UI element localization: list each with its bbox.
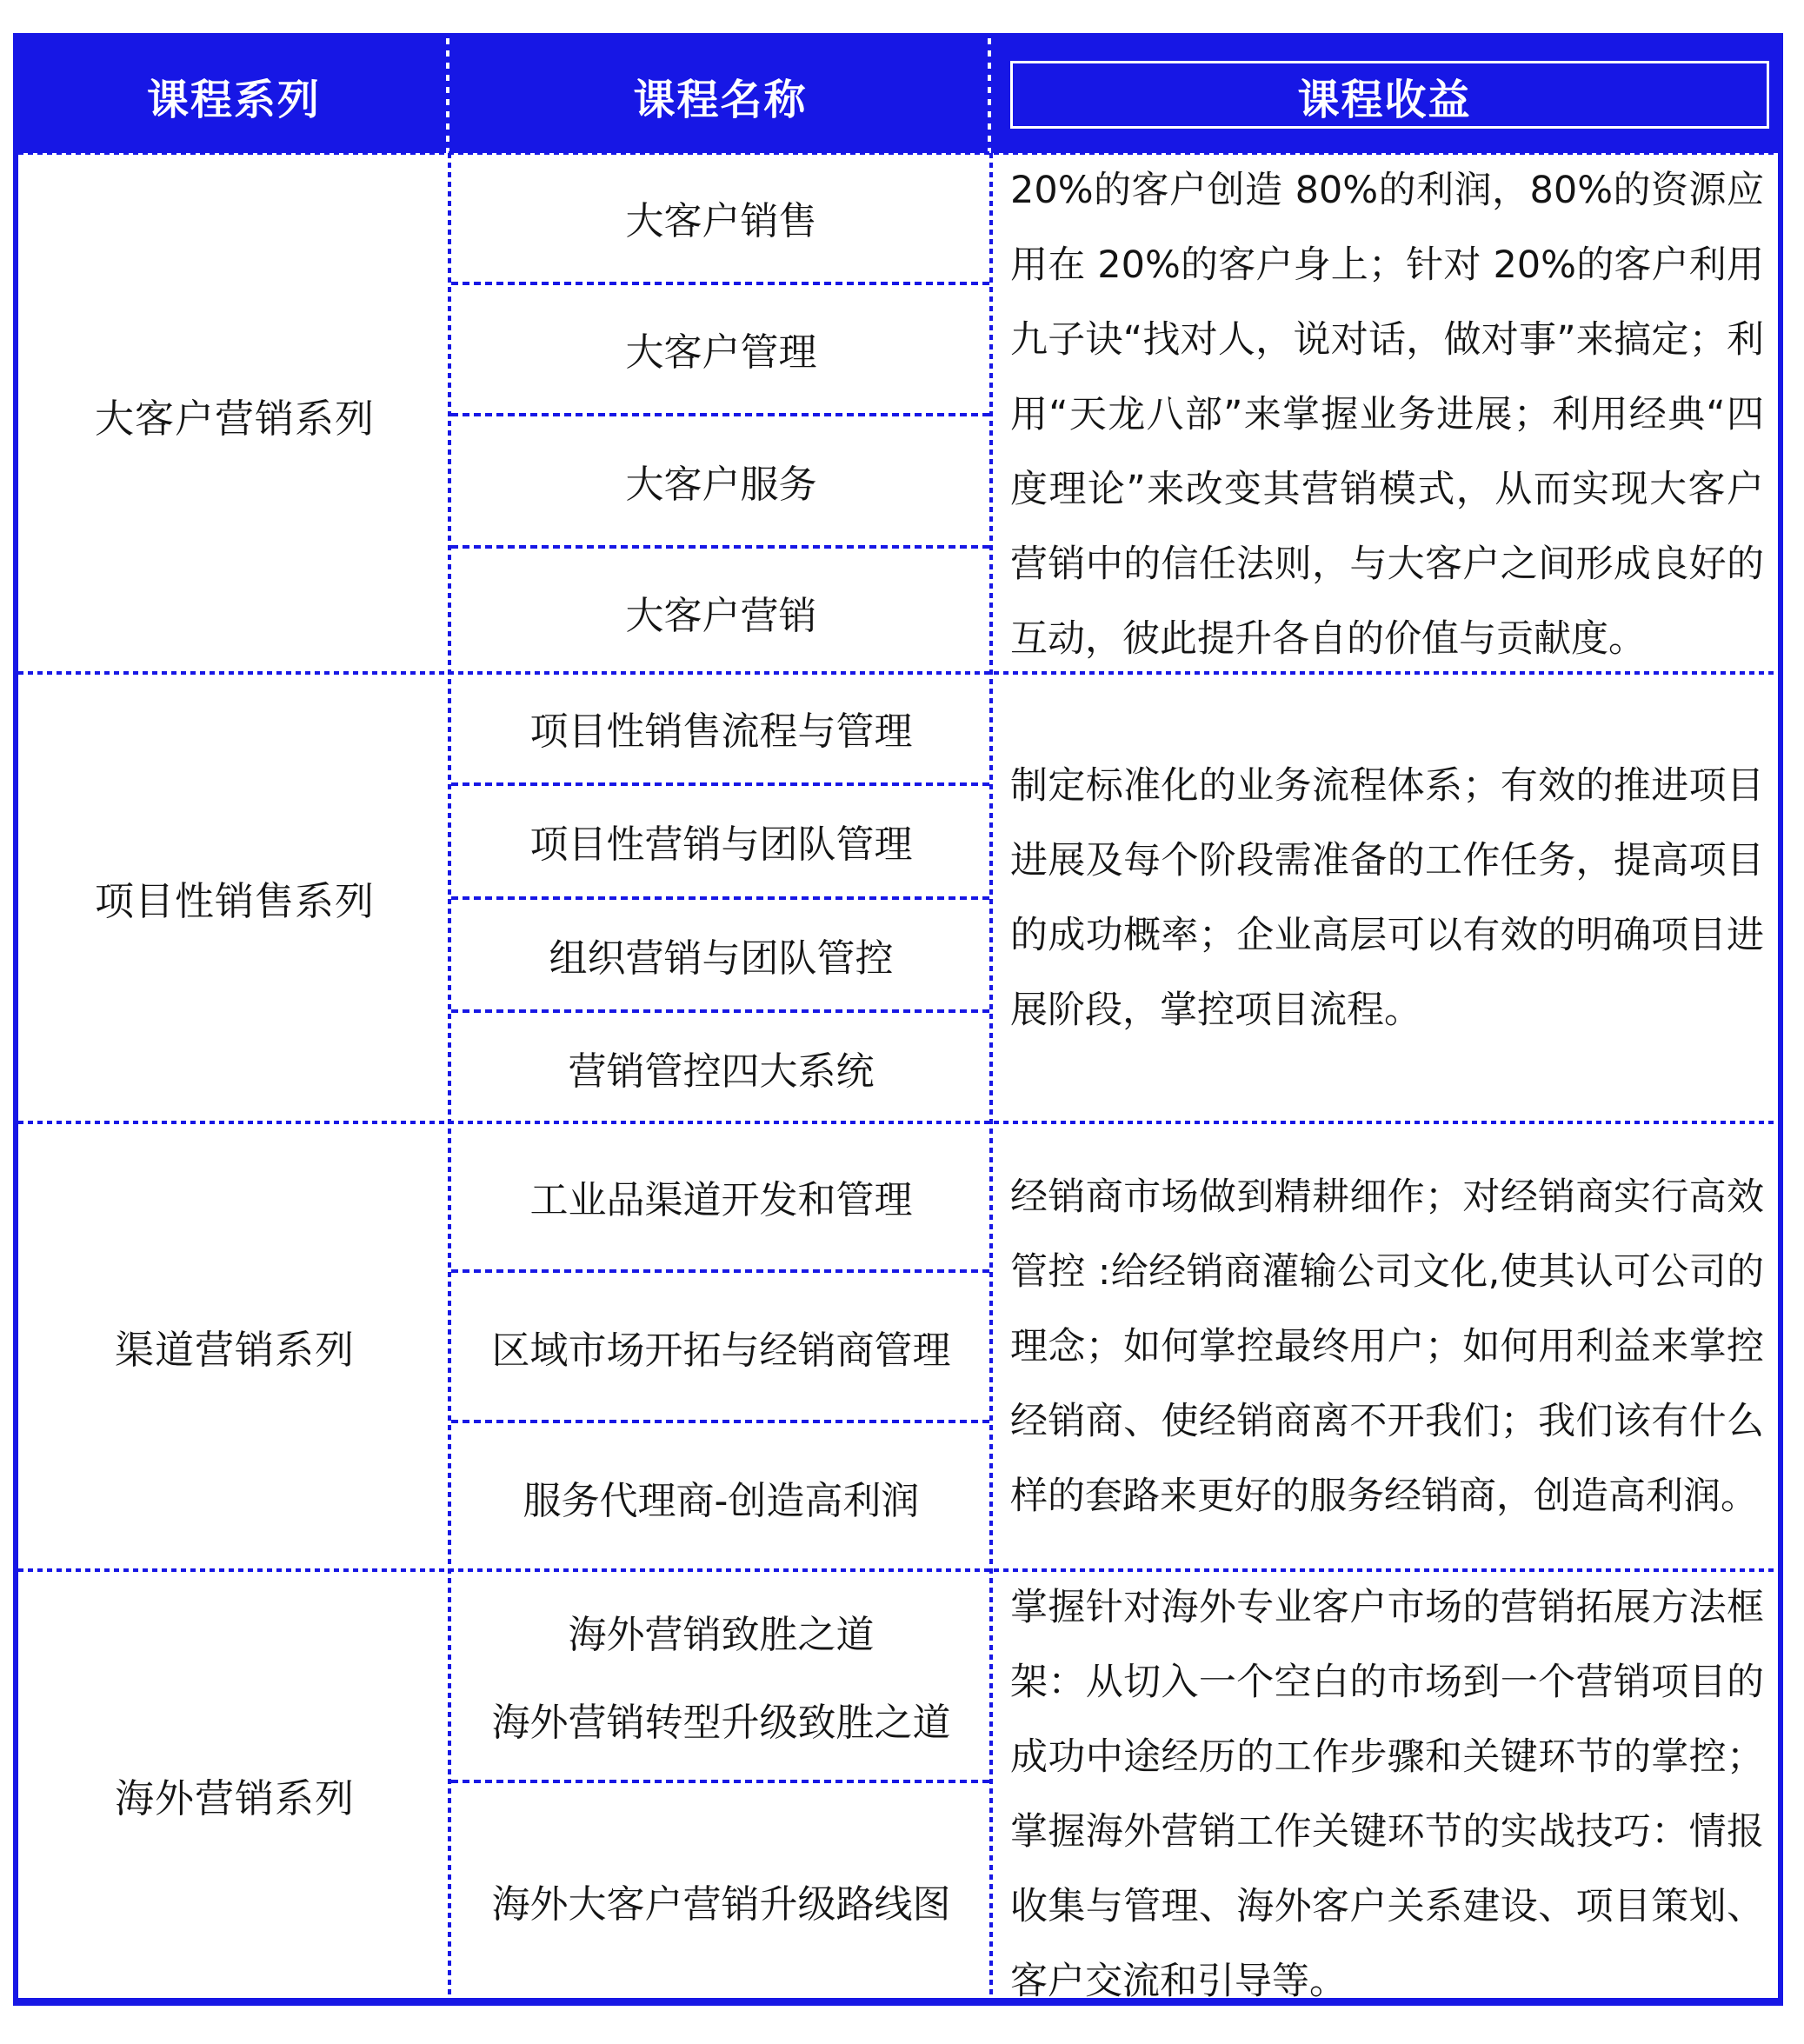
series-label: 项目性销售系列 xyxy=(94,878,375,924)
table-header-row xyxy=(18,38,1778,153)
course-cell xyxy=(451,786,991,895)
section-top-divider xyxy=(18,1568,1778,1572)
header-label-series: 课程系列 xyxy=(146,75,321,124)
section-top-divider xyxy=(18,671,1778,675)
course-name: 大客户营销 xyxy=(625,594,817,639)
benefit-text: 20%的客户创造 80%的利润，80%的资源应用在 20%的客户身上；针对 20%的客户利用九子诀“找对人，说对话，做对事”来搞定；利用“天龙八部”来掌握业务进展；利用经典“四度理论”来改变其营销模式，从而实现大客户营销中的信任法则，与大客户之间形成良好的互动，彼此提升各自的价值与贡献度。 xyxy=(1010,169,1764,661)
benefit-text: 经销商市场做到精耕细作；对经销商实行高效管控 :给经销商灌输公司文化,使其认可公司的理念；如何掌控最终用户；如何用利益来掌控经销商、使经销商离不开我们；我们该有什么样的套路来更好的服务经销商，创造高利润。 xyxy=(1010,1175,1764,1518)
course-cell xyxy=(451,900,991,1009)
course-name: 大客户管理 xyxy=(625,330,817,376)
course-name: 营销管控四大系统 xyxy=(568,1049,875,1094)
benefit-text: 制定标准化的业务流程体系；有效的推进项目进展及每个阶段需准备的工作任务，提高项目的成功概率；企业高层可以有效的明确项目进展阶段，掌控项目流程。 xyxy=(1010,763,1764,1032)
course-cell xyxy=(451,1013,991,1122)
course-name: 区域市场开拓与经销商管理 xyxy=(491,1328,951,1373)
benefit-cell xyxy=(991,1570,1778,2019)
series-cell xyxy=(18,673,451,1122)
benefit-text: 掌握针对海外专业客户市场的营销拓展方法框架：从切入一个空白的市场到一个营销项目的成功中途经历的工作步骤和关键环节的掌控；掌握海外营销工作关键环节的实战技巧：情报收集与管理、海外客户关系建设、项目策划、客户交流和引导等。 xyxy=(1010,1586,1764,2003)
course-cell xyxy=(451,1783,991,2019)
course-cell xyxy=(451,1570,991,1780)
course-name: 海外大客户营销升级路线图 xyxy=(491,1882,951,1927)
course-cell xyxy=(451,416,991,545)
benefit-cell xyxy=(991,1122,1778,1570)
section-top-divider xyxy=(18,151,1778,155)
section-top-divider xyxy=(18,1121,1778,1124)
course-cell xyxy=(451,1273,991,1420)
course-name: 工业品渠道开发和管理 xyxy=(529,1177,913,1222)
benefit-cell xyxy=(991,153,1778,676)
header-label-benefit: 课程收益 xyxy=(1297,75,1472,124)
course-name: 服务代理商-创造高利润 xyxy=(523,1478,920,1523)
column-divider-2 xyxy=(989,153,993,1995)
course-cell xyxy=(451,549,991,677)
series-cell xyxy=(18,153,451,676)
course-name: 项目性销售流程与管理 xyxy=(529,709,913,755)
series-label: 海外营销系列 xyxy=(114,1774,355,1821)
courses-cell xyxy=(451,673,991,1122)
header-cell-series xyxy=(18,38,449,153)
series-label: 大客户营销系列 xyxy=(94,395,375,442)
course-cell xyxy=(451,1423,991,1570)
table-body xyxy=(18,153,1778,2003)
courses-cell xyxy=(451,1570,991,2019)
section-overseas-marketing xyxy=(18,1570,1778,2003)
course-name: 大客户销售 xyxy=(625,198,817,243)
series-label: 渠道营销系列 xyxy=(114,1327,355,1373)
course-name: 海外营销转型升级致胜之道 xyxy=(491,1701,951,1746)
benefit-cell xyxy=(991,673,1778,1122)
header-label-course-name: 课程名称 xyxy=(633,75,808,124)
header-cell-course-name xyxy=(449,38,991,153)
course-name: 项目性营销与团队管理 xyxy=(529,822,913,868)
courses-cell xyxy=(451,1122,991,1570)
section-key-account xyxy=(18,153,1778,673)
series-cell xyxy=(18,1122,451,1570)
benefit-header-inner-border xyxy=(1010,61,1769,129)
column-divider-1 xyxy=(448,153,451,1995)
course-table xyxy=(13,33,1783,2006)
course-cell xyxy=(451,673,991,782)
header-column-divider-1 xyxy=(446,38,449,153)
series-cell xyxy=(18,1570,451,2019)
section-project-sales xyxy=(18,673,1778,1122)
courses-cell xyxy=(451,153,991,676)
course-name: 大客户服务 xyxy=(625,462,817,507)
course-cell xyxy=(451,285,991,414)
course-cell xyxy=(451,1122,991,1269)
header-column-divider-2 xyxy=(988,38,991,153)
section-channel-marketing xyxy=(18,1122,1778,1570)
course-cell xyxy=(451,153,991,282)
course-name: 组织营销与团队管控 xyxy=(549,935,894,981)
header-cell-benefit xyxy=(991,38,1778,153)
course-name: 海外营销致胜之道 xyxy=(568,1612,875,1657)
